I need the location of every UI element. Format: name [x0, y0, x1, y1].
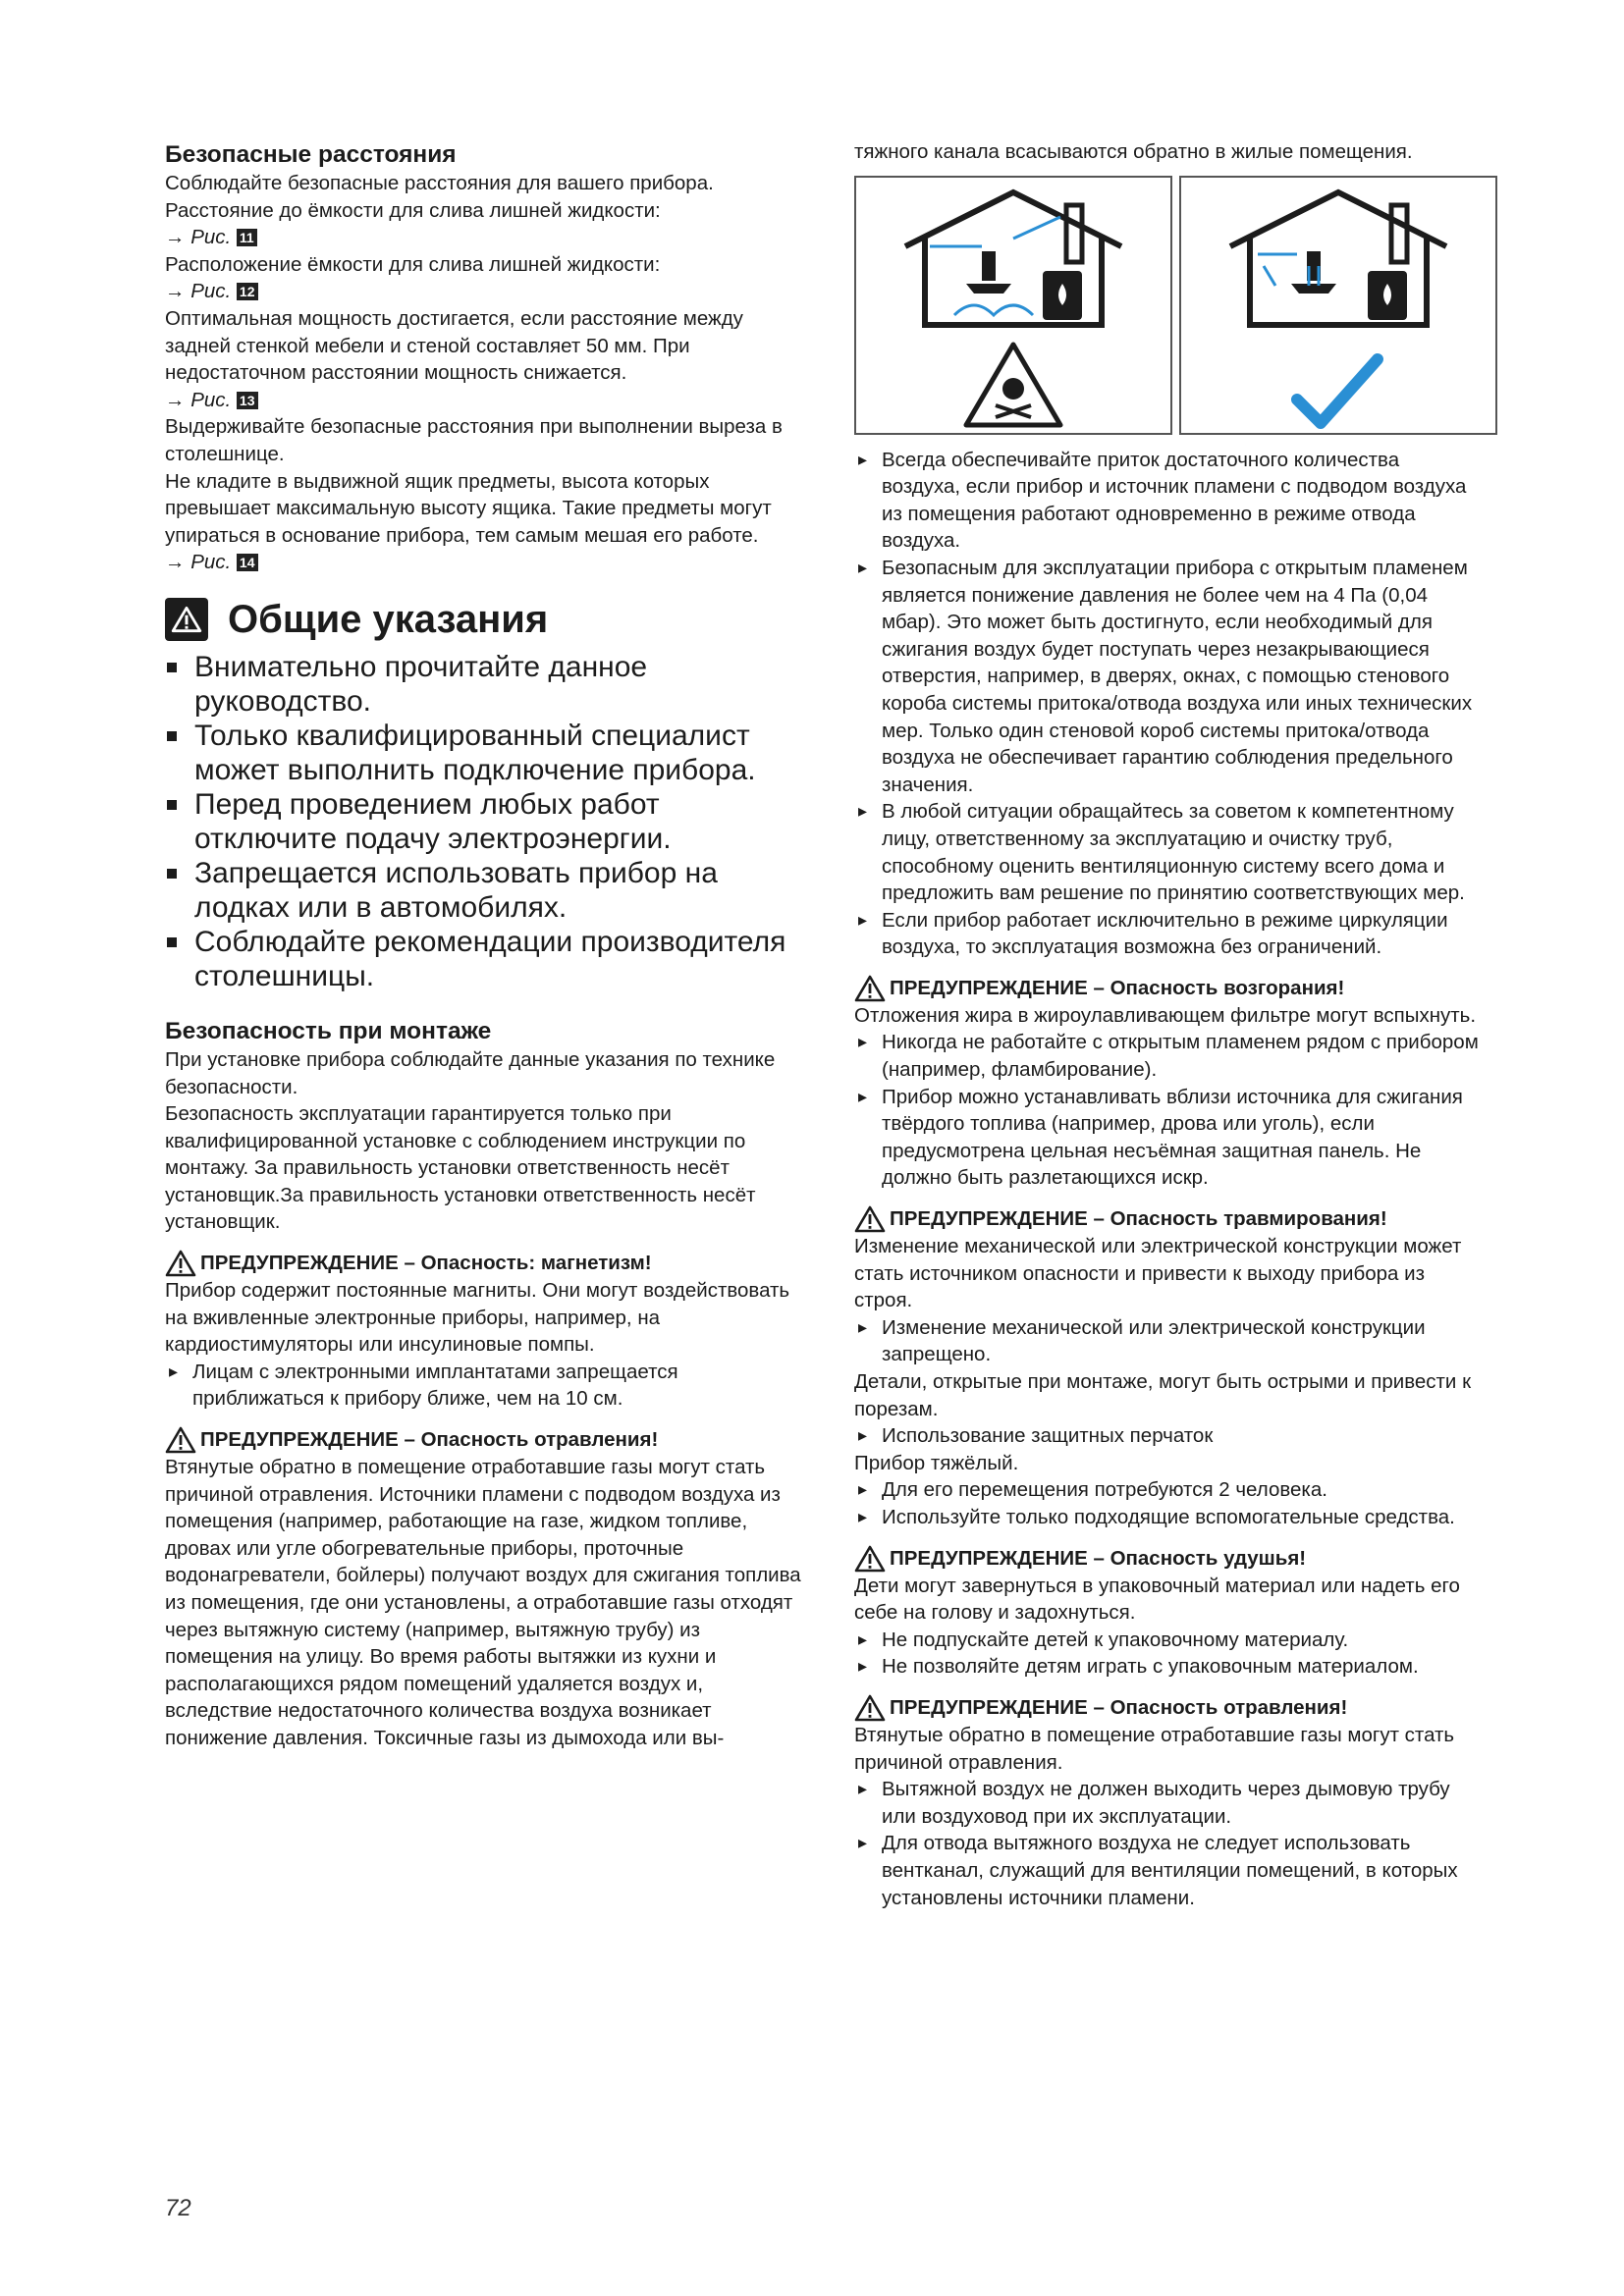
paragraph: При установке прибора соблюдайте данные указания по технике безопасности. — [165, 1047, 776, 1098]
paragraph: Расположение ёмкости для слива лишней жидкости: — [165, 252, 661, 276]
list-item: ▸ Для отвода вытяжного воздуха не следует использовать вентканал, служащий для вентиляции помещений, в которых установлены источники пламени. — [854, 1830, 1483, 1911]
warning-heading: ПРЕДУПРЕЖДЕНИЕ – Опасность возгорания! — [854, 975, 1483, 1002]
list-item: ▸ Лицам с электронными имплантатами запрещается приближаться к прибору ближе, чем на 10 см. — [165, 1359, 805, 1413]
figure-ref[interactable]: → Рис. 14 — [165, 549, 805, 576]
list-item: ▸ Прибор можно устанавливать вблизи источника для сжигания твёрдого топлива (например, дрова или уголь), если предусмотрена цельная несъёмная защитная панель. Не должно быть разлетающихся искр. — [854, 1084, 1483, 1192]
list-item: Запрещается использовать прибор на лодках или в автомобилях. — [165, 856, 805, 925]
paragraph: Безопасность эксплуатации гарантируется только при квалифицированной установке с соблюдением инструкции по монтажу. За правильность установки ответственность несёт установщик.За правильность установки ответственность несёт установщик. — [165, 1102, 756, 1234]
right-column — [854, 138, 1483, 1911]
figure-ref[interactable]: → Рис. 12 — [165, 278, 805, 305]
list-item: Перед проведением любых работ отключите подачу электроэнергии. — [165, 787, 805, 856]
figure-bad — [854, 176, 1172, 435]
left-column — [165, 140, 805, 1752]
mounting-title: Безопасность при монтаже — [165, 1017, 492, 1044]
figure-good — [1179, 176, 1497, 435]
page-number: 72 — [165, 2195, 191, 2221]
list-item: ▸ Не подпускайте детей к упаковочному материалу. — [854, 1627, 1483, 1654]
list-item: ▸ Никогда не работайте с открытым пламенем рядом с прибором (например, фламбирование). — [854, 1029, 1483, 1083]
list-item: ▸ Использование защитных перчаток — [854, 1422, 1483, 1450]
list-item: ▸ Если прибор работает исключительно в режиме циркуляции воздуха, то эксплуатация возможна без ограничений. — [854, 907, 1483, 961]
paragraph: Детали, открытые при монтаже, могут быть острыми и привести к порезам. — [854, 1370, 1472, 1420]
paragraph: Оптимальная мощность достигается, если расстояние между задней стенкой мебели и стеной составляет 50 мм. При недостаточном расстоянии мощность снижается. — [165, 306, 743, 385]
list-item: ▸ Изменение механической или электрической конструкции запрещено. — [854, 1314, 1483, 1368]
list-item: ▸ Вытяжной воздух не должен выходить через дымовую трубу или воздуховод при их эксплуатации. — [854, 1776, 1483, 1830]
warning-icon — [854, 1205, 886, 1233]
warning-heading: ПРЕДУПРЕЖДЕНИЕ – Опасность отравления! — [854, 1694, 1483, 1722]
list-item: Соблюдайте рекомендации производителя столешницы. — [165, 925, 805, 993]
list-item: ▸ Не позволяйте детям играть с упаковочным материалом. — [854, 1653, 1483, 1681]
warning-icon — [165, 598, 208, 641]
paragraph: Изменение механической или электрической конструкции может стать источником опасности и привести к выходу прибора из строя. — [854, 1235, 1462, 1312]
paragraph: Прибор тяжёлый. — [854, 1451, 1019, 1474]
warning-icon — [165, 1250, 196, 1277]
list-item: ▸ Безопасным для эксплуатации прибора с открытым пламенем является понижение давления не более чем на 4 Па (0,04 мбар). Это может быть достигнуто, если необходимый для сжигания воздух будет поступать через незакрывающиеся отверстия, например, в дверях, окнах, с помощью стенового короба системы притока/отвода воздуха или иных технических мер. Только один стеновой короб системы притока/отвода воздуха не обеспечивает гарантию соблюдения предельного значения. — [854, 555, 1483, 798]
figure-ref[interactable]: → Рис. 11 — [165, 224, 805, 251]
warning-icon — [165, 1426, 196, 1454]
list-item: Только квалифицированный специалист может выполнить подключение прибора. — [165, 719, 805, 787]
list-item: ▸ В любой ситуации обращайтесь за советом к компетентному лицу, ответственному за эксплуатацию и очистку труб, способному оценить вентиляционную систему всего дома и предложить вам решение по принятию соответствующих мер. — [854, 798, 1483, 906]
list-item: ▸ Используйте только подходящие вспомогательные средства. — [854, 1504, 1483, 1531]
warning-heading: ПРЕДУПРЕЖДЕНИЕ – Опасность травмирования! — [854, 1205, 1483, 1233]
paragraph: Соблюдайте безопасные расстояния для вашего прибора. — [165, 172, 714, 194]
paragraph: Втянутые обратно в помещение отработавшие газы могут стать причиной отравления. Источники пламени с подводом воздуха из помещения (например, работающие на газе, жидком топливе, дровах или угле обогревательные приборы, проточные водонагреватели, бойлеры) получают воздух для сжигания топлива из помещения, где они установлены, а отработавшие газы отходят через вытяжную систему (например, вытяжную трубу) из помещения на улицу. Во время работы вытяжки из кухни и располагающихся рядом помещений удаляется воздух и, вследствие недостаточного количества воздуха возникает понижение давления. Токсичные газы из дымохода или вы- — [165, 1456, 801, 1749]
paragraph: Отложения жира в жироулавливающем фильтре могут вспыхнуть. — [854, 1003, 1477, 1027]
warning-heading: ПРЕДУПРЕЖДЕНИЕ – Опасность отравления! — [165, 1426, 805, 1454]
general-list — [165, 650, 805, 993]
figure-ref[interactable]: → Рис. 13 — [165, 387, 805, 414]
paragraph: Не кладите в выдвижной ящик предметы, высота которых превышает максимальную высоту ящика. Такие предметы могут упираться в основание прибора, тем самым мешая его работе. — [165, 469, 772, 547]
list-item: Внимательно прочитайте данное руководство. — [165, 650, 805, 719]
paragraph: тяжного канала всасываются обратно в жилые помещения. — [854, 140, 1413, 163]
paragraph: Прибор содержит постоянные магниты. Они могут воздействовать на вживленные электронные приборы, например, на кардиостимуляторы или инсулиновые помпы. — [165, 1279, 790, 1357]
warning-heading: ПРЕДУПРЕЖДЕНИЕ – Опасность удушья! — [854, 1545, 1483, 1573]
safe-distances-title: Безопасные расстояния — [165, 141, 457, 168]
paragraph: Расстояние до ёмкости для слива лишней жидкости: — [165, 198, 661, 222]
warning-icon — [854, 1545, 886, 1573]
figure-row — [854, 176, 1483, 435]
warning-heading: ПРЕДУПРЕЖДЕНИЕ – Опасность: магнетизм! — [165, 1250, 805, 1277]
paragraph: Втянутые обратно в помещение отработавшие газы могут стать причиной отравления. — [854, 1723, 1455, 1774]
warning-icon — [854, 1694, 886, 1722]
list-item: ▸ Для его перемещения потребуются 2 человека. — [854, 1476, 1483, 1504]
general-title: Общие указания — [165, 598, 805, 642]
paragraph: Выдерживайте безопасные расстояния при выполнении выреза в столешнице. — [165, 415, 783, 465]
warning-icon — [854, 975, 886, 1002]
list-item: ▸ Всегда обеспечивайте приток достаточного количества воздуха, если прибор и источник пламени с подводом воздуха из помещения работают одновременно в режиме отвода воздуха. — [854, 447, 1483, 555]
paragraph: Дети могут завернуться в упаковочный материал или надеть его себе на голову и задохнуться. — [854, 1574, 1460, 1625]
